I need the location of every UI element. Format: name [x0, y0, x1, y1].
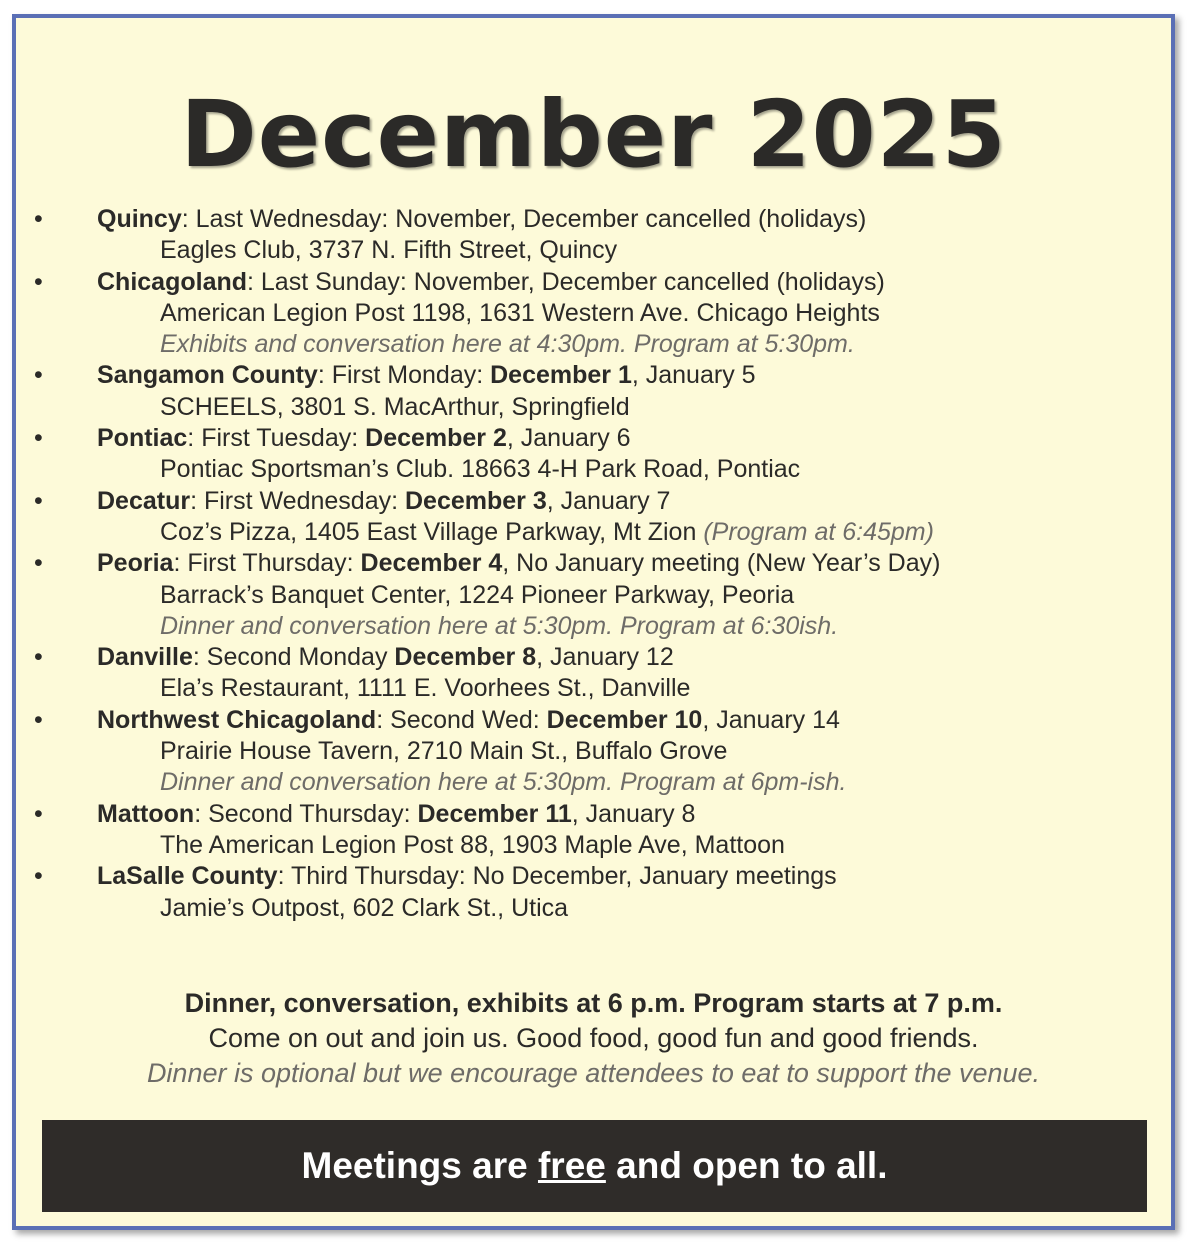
bullet-icon: •	[34, 643, 43, 672]
schedule-text: : First Tuesday:	[187, 424, 366, 453]
page-title: December 2025	[180, 81, 1007, 188]
summary-dinner-note: Dinner is optional but we encourage attendees to eat to support the venue.	[146, 1058, 1041, 1088]
meeting-schedule	[97, 486, 670, 517]
list-item	[16, 267, 1171, 298]
meeting-schedule	[97, 204, 866, 235]
banner-text: and open to all.	[605, 1145, 888, 1186]
schedule-text: : First Wednesday:	[190, 486, 405, 515]
bullet-icon: •	[34, 549, 43, 578]
meeting-date: December 11	[417, 799, 572, 828]
meeting-venue: SCHEELS, 3801 S. MacArthur, Springfield	[160, 392, 630, 421]
meeting-name: Quincy	[97, 205, 182, 233]
schedule-text: : Third Thursday: No December, January meetings	[277, 862, 837, 891]
bullet-icon: •	[34, 205, 43, 233]
schedule-text: : First Monday:	[317, 361, 491, 390]
banner-text: Meetings are	[301, 1145, 538, 1186]
meeting-schedule	[97, 267, 885, 298]
bullet-icon: •	[34, 862, 43, 891]
meeting-venue: Eagles Club, 3737 N. Fifth Street, Quincy	[160, 236, 618, 265]
bullet-icon: •	[34, 267, 43, 296]
meeting-venue: Barrack’s Banquet Center, 1224 Pioneer Parkway, Peoria	[160, 580, 795, 609]
flyer-panel	[12, 14, 1175, 1230]
meeting-name: Chicagoland	[97, 267, 248, 296]
schedule-text: : Second Thursday:	[194, 799, 418, 828]
meeting-venue: American Legion Post 1198, 1631 Western Ave. Chicago Heights	[160, 298, 880, 327]
meeting-venue: The American Legion Post 88, 1903 Maple Ave, Mattoon	[160, 830, 785, 859]
venue-text: Coz’s Pizza, 1405 East Village Parkway, Mt Zion	[160, 517, 704, 546]
meeting-date: December 3	[405, 486, 547, 515]
bullet-icon: •	[34, 705, 43, 734]
meeting-date: December 8	[394, 643, 537, 672]
meeting-name: Peoria	[97, 549, 174, 578]
schedule-text: : Last Sunday: November, December cancelled (holidays)	[247, 267, 885, 296]
meeting-venue: Prairie House Tavern, 2710 Main St., Buffalo Grove	[160, 737, 728, 766]
list-item	[16, 423, 1171, 454]
list-item	[16, 799, 1171, 830]
meeting-date: December 4	[360, 549, 503, 578]
meeting-schedule	[97, 360, 756, 391]
meeting-date: December 10	[546, 705, 703, 734]
meeting-schedule	[97, 423, 631, 454]
meeting-name: LaSalle County	[97, 862, 278, 891]
banner-emphasis: free	[537, 1145, 606, 1186]
list-item	[16, 548, 1171, 579]
meeting-name: Danville	[97, 643, 193, 672]
meeting-note: Dinner and conversation here at 5:30pm. Program at 6:30ish.	[160, 611, 839, 640]
schedule-text: : First Thursday:	[173, 549, 361, 578]
schedule-text: , January 8	[571, 799, 696, 828]
list-item	[16, 360, 1171, 391]
meeting-date: December 1	[490, 361, 632, 390]
meeting-name: Decatur	[97, 486, 191, 515]
meeting-venue: Ela’s Restaurant, 1111 E. Voorhees St., Danville	[160, 674, 691, 703]
list-item	[16, 486, 1171, 517]
bullet-icon: •	[34, 799, 43, 828]
meeting-venue: Pontiac Sportsman’s Club. 18663 4-H Park Road, Pontiac	[160, 455, 801, 484]
schedule-text: : Second Wed:	[376, 705, 547, 734]
list-item	[16, 705, 1171, 736]
meeting-note: (Program at 6:45pm)	[703, 517, 934, 546]
bullet-icon: •	[34, 424, 43, 453]
list-item	[16, 861, 1171, 892]
meeting-name: Northwest Chicagoland	[97, 705, 377, 734]
meeting-note: Dinner and conversation here at 5:30pm. Program at 6pm-ish.	[160, 768, 847, 797]
meeting-schedule	[97, 548, 940, 579]
meeting-list	[16, 204, 1171, 924]
meeting-venue	[160, 517, 934, 548]
list-item	[16, 642, 1171, 673]
schedule-text: : Last Wednesday: November, December cancelled (holidays)	[181, 205, 867, 233]
schedule-text: , January 7	[546, 486, 671, 515]
schedule-text: , January 12	[536, 643, 674, 672]
schedule-text: , January 5	[631, 361, 756, 390]
meeting-schedule	[97, 705, 840, 736]
schedule-text: , January 14	[702, 705, 840, 734]
meeting-date: December 2	[365, 424, 507, 453]
meeting-schedule	[97, 861, 837, 892]
schedule-text: , January 6	[506, 424, 631, 453]
meeting-note: Exhibits and conversation here at 4:30pm. Program at 5:30pm.	[160, 330, 855, 359]
schedule-text: : Second Monday	[192, 643, 395, 672]
meeting-schedule	[97, 642, 674, 673]
schedule-text: , No January meeting (New Year’s Day)	[502, 549, 941, 578]
summary-times: Dinner, conversation, exhibits at 6 p.m. Program starts at 7 p.m.	[184, 988, 1003, 1018]
meeting-name: Mattoon	[97, 799, 195, 828]
meeting-venue: Jamie’s Outpost, 602 Clark St., Utica	[160, 893, 569, 922]
meeting-name: Pontiac	[97, 424, 188, 453]
list-item	[16, 204, 1171, 235]
summary-invite: Come on out and join us. Good food, good fun and good friends.	[208, 1023, 979, 1053]
bullet-icon: •	[34, 486, 43, 515]
bullet-icon: •	[34, 361, 43, 390]
meeting-name: Sangamon County	[97, 361, 318, 390]
meeting-schedule	[97, 799, 695, 830]
footer-banner	[42, 1120, 1147, 1212]
